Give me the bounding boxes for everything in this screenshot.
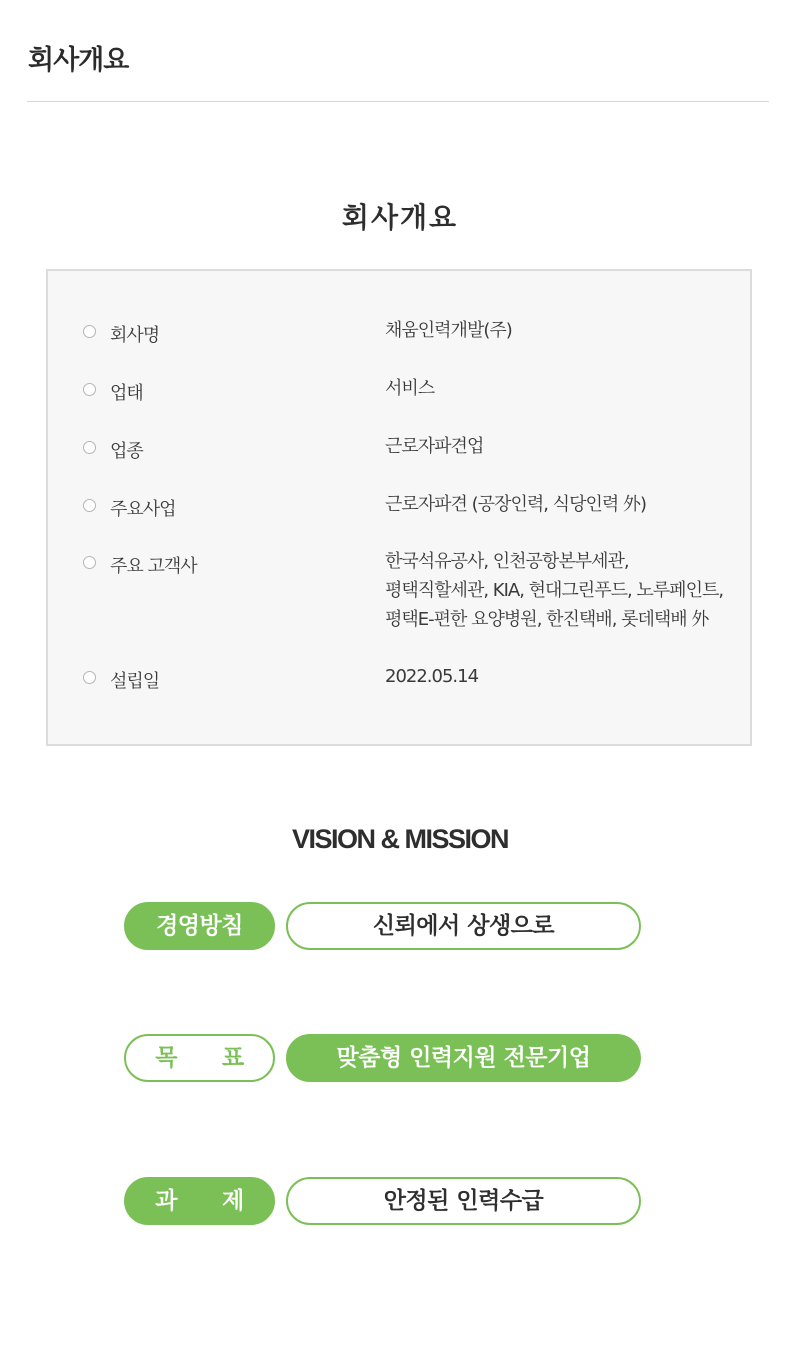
info-value: 근로자파견 (공장인력, 식당인력 外) xyxy=(385,494,646,515)
vision-text-policy: 신뢰에서 상생으로 xyxy=(286,902,641,950)
info-label: 주요사업 xyxy=(110,499,176,520)
circle-bullet-icon xyxy=(83,383,96,396)
vision-tag-goal: 목 표 xyxy=(124,1034,275,1082)
circle-bullet-icon xyxy=(83,441,96,454)
circle-bullet-icon xyxy=(83,671,96,684)
info-value: 2022.05.14 xyxy=(385,666,479,687)
info-label: 설립일 xyxy=(110,671,160,692)
overview-heading: 회사개요 xyxy=(341,201,459,234)
info-label: 업태 xyxy=(110,383,143,404)
info-value: 서비스 xyxy=(385,378,435,399)
vision-text-goal: 맞춤형 인력지원 전문기업 xyxy=(286,1034,641,1082)
circle-bullet-icon xyxy=(83,325,96,338)
info-label: 업종 xyxy=(110,441,143,462)
info-value: 채움인력개발(주) xyxy=(385,320,512,341)
circle-bullet-icon xyxy=(83,499,96,512)
info-label: 회사명 xyxy=(110,325,160,346)
vision-text-task: 안정된 인력수급 xyxy=(286,1177,641,1225)
info-value: 한국석유공사, 인천공항본부세관, 평택직할세관, KIA, 현대그린푸드, 노루페인트, 평택E-편한 요양병원, 한진택배, 롯데택배 外 xyxy=(385,551,724,630)
vision-tag-task: 과 제 xyxy=(124,1177,275,1225)
company-info-box xyxy=(46,269,752,746)
info-value: 근로자파견업 xyxy=(385,436,484,457)
title-divider xyxy=(27,101,769,102)
page-title: 회사개요 xyxy=(28,45,129,76)
vision-heading: VISION & MISSION xyxy=(291,824,509,854)
circle-bullet-icon xyxy=(83,556,96,569)
vision-tag-policy: 경영방침 xyxy=(124,902,275,950)
info-label: 주요 고객사 xyxy=(110,556,197,577)
